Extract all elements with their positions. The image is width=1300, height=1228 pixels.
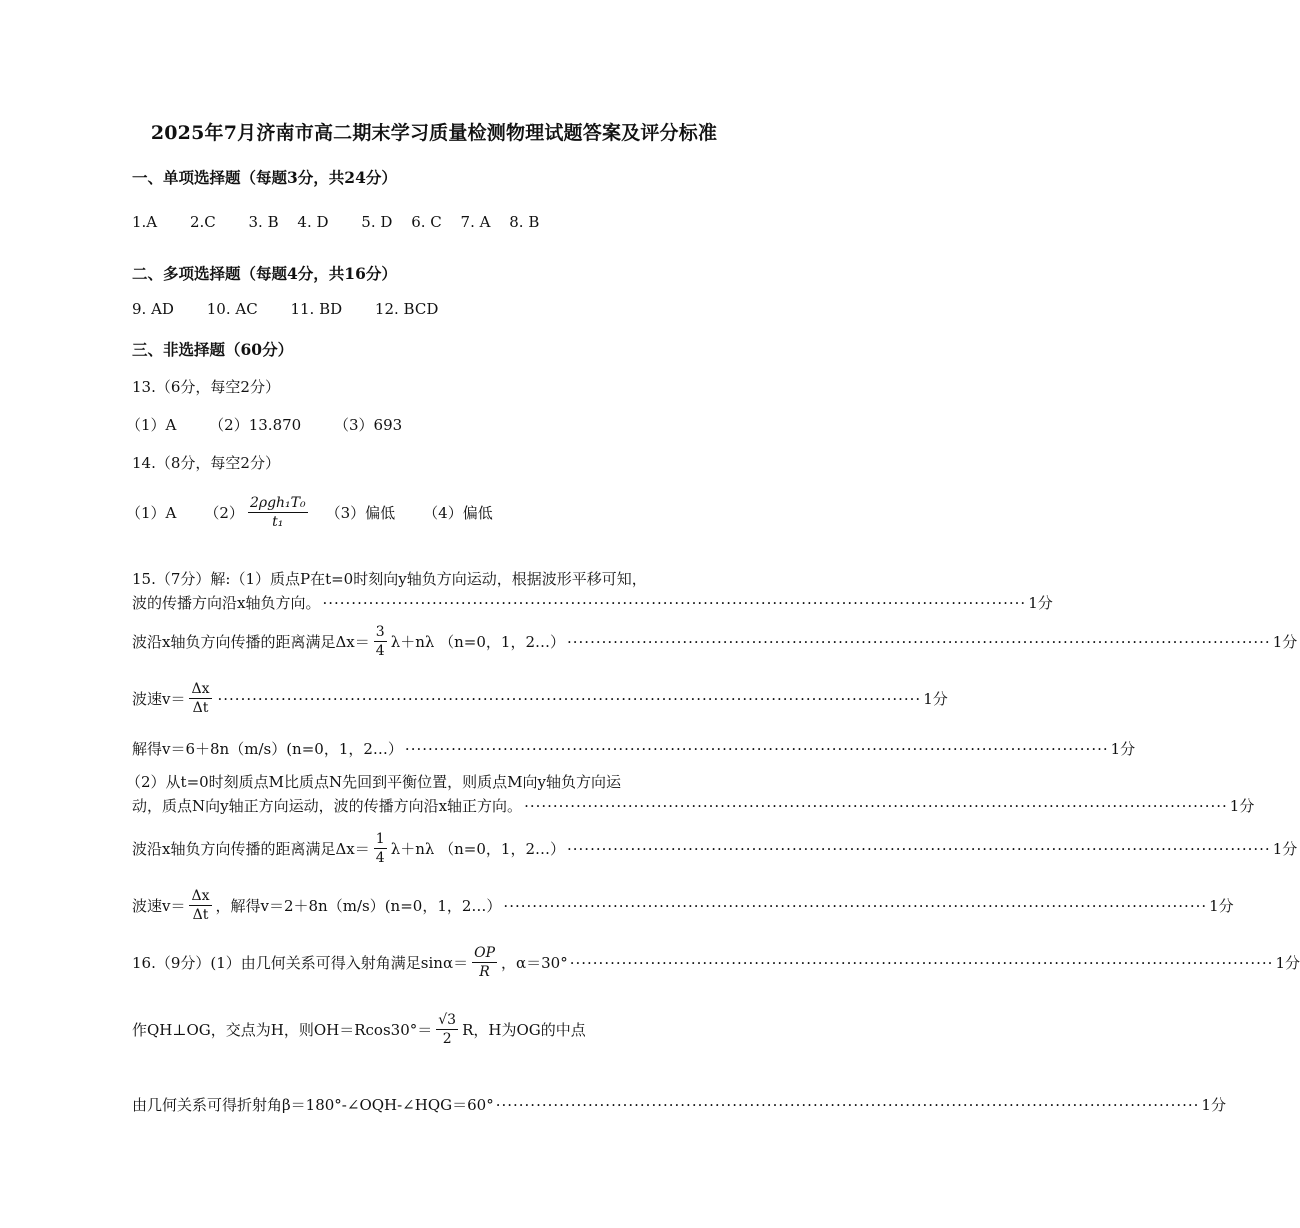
q13-answer-1: （1）A (126, 416, 177, 434)
q16-line-1-fraction (472, 946, 497, 979)
q13-answer-2: （2）13.870 (209, 416, 302, 434)
fraction-numerator: Δx (191, 681, 210, 697)
fraction-numerator: OP (474, 945, 495, 961)
q15-line-3-pre: 波沿x轴负方向传播的距离满足Δx＝ (132, 633, 370, 652)
q15-line-5-text: 解得v＝6＋8n（m/s）(n=0，1，2…） (132, 740, 403, 758)
fraction-numerator: 3 (375, 624, 385, 640)
score-label: 1分 (1275, 954, 1300, 973)
leader-dots: ·························································································································· (503, 896, 1208, 915)
q15-line-3 (132, 624, 1298, 659)
q16-line-1 (132, 945, 1300, 980)
fraction-numerator: Δx (191, 888, 210, 904)
fraction-denominator: 4 (375, 849, 385, 866)
q15-line-6: （2）从t=0时刻质点M比质点N先回到平衡位置，则质点M向y轴负方向运 (126, 773, 622, 791)
fraction-denominator: R (479, 963, 490, 980)
q14-answer-4: （4）偏低 (423, 504, 493, 523)
q15-line-9 (132, 888, 1234, 923)
q14-answer-2-fraction (248, 496, 308, 529)
q16-line-3-text: 由几何关系可得折射角β＝180°-∠OQH-∠HQG＝60° (132, 1096, 494, 1114)
score-label: 1分 (1201, 1096, 1226, 1114)
answer-3: 3. B (248, 213, 279, 231)
answer-6: 6. C (411, 213, 442, 231)
score-label: 1分 (1229, 797, 1255, 815)
answer-10: 10. AC (206, 300, 258, 318)
q16-line-2 (132, 1013, 586, 1046)
answer-4: 4. D (297, 213, 329, 231)
q15-line-9-fraction (189, 889, 211, 922)
answer-1: 1.A (132, 213, 158, 231)
section-3-heading: 三、非选择题（60分） (132, 340, 294, 359)
q16-line-2-fraction (436, 1013, 458, 1046)
fraction-numerator: 2ρgh₁T₀ (249, 495, 306, 511)
fraction-numerator: 1 (375, 831, 385, 847)
q16-line-3 (132, 1094, 1226, 1115)
fraction-denominator: t₁ (272, 513, 284, 530)
q16-line-1-post: ，α＝30° (501, 954, 568, 973)
q15-line-5 (132, 738, 1136, 759)
answer-12: 12. BCD (374, 300, 439, 318)
q14-answers (126, 496, 493, 529)
score-label: 1分 (1272, 840, 1298, 859)
score-label: 1分 (923, 690, 948, 709)
score-label: 1分 (1110, 740, 1136, 758)
q14-answer-3: （3）偏低 (325, 504, 396, 523)
score-label: 1分 (1209, 897, 1234, 916)
q15-line-8 (132, 831, 1298, 866)
fraction-denominator: 2 (442, 1030, 452, 1047)
q13-answers (126, 414, 402, 435)
section-1-answers (132, 213, 539, 231)
q15-line-8-fraction (374, 832, 387, 865)
answer-11: 11. BD (290, 300, 343, 318)
answer-5: 5. D (361, 213, 393, 231)
fraction-numerator: √3 (438, 1012, 457, 1028)
leader-dots: ·························································································································· (569, 953, 1274, 972)
q15-line-1: 15.（7分）解:（1）质点P在t=0时刻向y轴负方向运动，根据波形平移可知， (132, 570, 647, 588)
score-label: 1分 (1272, 633, 1298, 652)
q13-header: 13.（6分，每空2分） (132, 378, 280, 396)
q13-answer-3: （3）693 (333, 416, 403, 434)
q15-line-4-pre: 波速v＝ (132, 690, 186, 709)
q16-line-1-pre: 16.（9分）(1）由几何关系可得入射角满足sinα＝ (132, 954, 469, 973)
leader-dots: ·························································································································· (217, 689, 922, 708)
q16-line-2-pre: 作QH⊥OG，交点为H，则OH＝Rcos30°＝ (132, 1021, 433, 1040)
q15-line-4 (132, 681, 948, 716)
answer-9: 9. AD (132, 300, 174, 318)
answer-7: 7. A (460, 213, 491, 231)
leader-dots: ·························································································································· (567, 839, 1271, 858)
page-title: 2025年7月济南市高二期末学习质量检测物理试题答案及评分标准 (150, 122, 718, 144)
q15-line-3-fraction (374, 625, 387, 658)
answer-8: 8. B (509, 213, 540, 231)
q15-line-2 (132, 592, 1053, 613)
q15-line-8-pre: 波沿x轴负方向传播的距离满足Δx＝ (132, 840, 370, 859)
section-2-answers (132, 300, 438, 318)
q14-header: 14.（8分，每空2分） (132, 454, 280, 472)
fraction-denominator: Δt (192, 906, 209, 923)
q14-answer-2-label: （2） (204, 504, 244, 523)
score-label: 1分 (1028, 594, 1053, 612)
leader-dots: ·························································································································· (567, 632, 1271, 651)
q15-line-9-pre: 波速v＝ (132, 897, 186, 916)
q14-answer-1: （1）A (126, 504, 177, 523)
q15-line-8-post: λ＋nλ （n=0，1，2…） (390, 840, 565, 859)
q15-line-4-fraction (189, 682, 211, 715)
q16-line-2-post: R，H为OG的中点 (462, 1021, 586, 1040)
fraction-denominator: Δt (192, 699, 209, 716)
q15-line-7-text: 动，质点N向y轴正方向运动，波的传播方向沿x轴正方向。 (132, 797, 523, 815)
section-1-heading: 一、单项选择题（每题3分，共24分） (132, 168, 397, 187)
q15-line-3-post: λ＋nλ （n=0，1，2…） (390, 633, 565, 652)
q15-line-7 (132, 795, 1255, 816)
leader-dots: ·························································································································· (524, 796, 1228, 815)
leader-dots: ·························································································································· (495, 1095, 1200, 1114)
leader-dots: ·························································································································· (404, 739, 1109, 758)
fraction-denominator: 4 (375, 642, 385, 659)
q15-line-2-text: 波的传播方向沿x轴负方向。 (132, 594, 321, 612)
answer-2: 2.C (189, 213, 216, 231)
q15-line-9-post: ，解得v＝2＋8n（m/s）(n=0，1，2…） (215, 897, 502, 916)
leader-dots: ·························································································································· (322, 593, 1027, 612)
section-2-heading: 二、多项选择题（每题4分，共16分） (132, 264, 397, 283)
